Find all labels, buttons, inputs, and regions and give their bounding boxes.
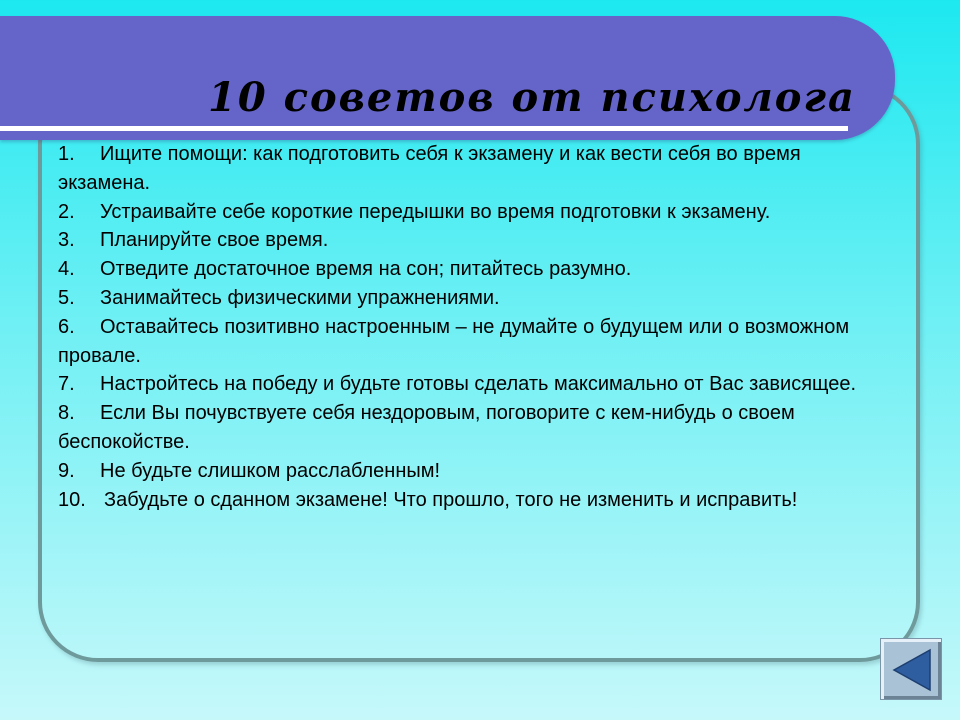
tip-item [58, 370, 888, 399]
tip-item [58, 226, 888, 255]
tip-text: Занимайтесь физическими упражнениями. [100, 286, 500, 309]
tip-text: Планируйте свое время. [100, 229, 329, 252]
tip-text: Не будьте слишком расслабленным! [100, 459, 441, 482]
tip-item [58, 140, 888, 198]
tips-list [58, 140, 888, 514]
title-underline [0, 126, 848, 131]
tip-number: 6. [58, 315, 75, 338]
tip-number: 9. [58, 459, 75, 482]
tip-item [58, 313, 888, 371]
tip-item [58, 399, 888, 457]
tip-number: 3. [58, 229, 75, 252]
slide-title: 10 советов от психолога [208, 74, 856, 121]
tip-text: Ищите помощи: как подготовить себя к экзамену и как вести себя во время экзамена. [58, 143, 801, 194]
tip-item [58, 457, 888, 486]
tip-number: 8. [58, 402, 75, 425]
tip-item [58, 486, 888, 515]
tip-number: 5. [58, 286, 75, 309]
tip-text: Устраивайте себе короткие передышки во время подготовки к экзамену. [100, 200, 771, 223]
back-button[interactable] [880, 638, 942, 700]
tip-text: Настройтесь на победу и будьте готовы сделать максимально от Вас зависящее. [100, 373, 857, 396]
tip-text: Забудьте о сданном экзамене! Что прошло, того не изменить и исправить! [104, 488, 798, 511]
tip-number: 10. [58, 488, 86, 511]
tip-number: 2. [58, 200, 75, 223]
tip-text: Если Вы почувствуете себя нездоровым, поговорите с кем-нибудь о своем беспокойстве. [58, 402, 795, 453]
tip-text: Оставайтесь позитивно настроенным – не думайте о будущем или о возможном провале. [58, 315, 850, 367]
tip-text: Отведите достаточное время на сон; питайтесь разумно. [100, 258, 632, 281]
tip-number: 7. [58, 373, 75, 396]
back-arrow-icon [890, 648, 934, 692]
tip-item [58, 198, 888, 227]
tip-number: 4. [58, 258, 75, 281]
tip-item [58, 255, 888, 284]
tip-number: 1. [58, 143, 75, 165]
tip-item [58, 284, 888, 313]
